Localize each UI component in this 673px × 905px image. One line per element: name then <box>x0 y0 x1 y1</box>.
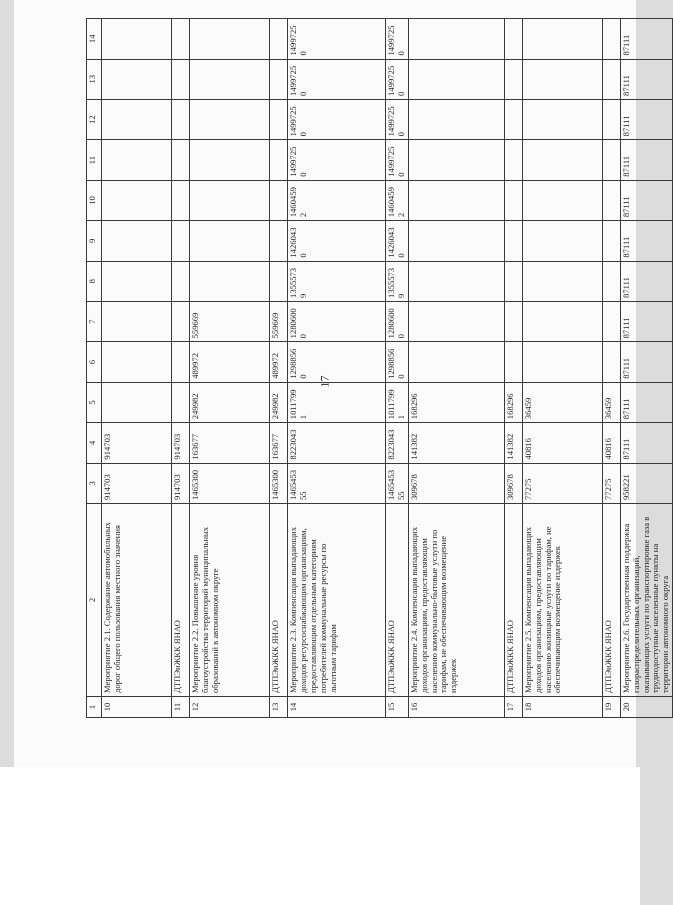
value-cell: 14604592 <box>386 180 409 220</box>
value-cell: 309678 <box>504 463 522 503</box>
value-cell: 168296 <box>408 382 504 422</box>
value-cell: 958221 <box>620 463 672 503</box>
value-cell <box>172 59 190 99</box>
value-cell: 14260430 <box>288 221 386 261</box>
value-cell <box>408 140 504 180</box>
value-cell: 14997250 <box>386 99 409 139</box>
value-cell: 40816 <box>522 423 602 463</box>
value-cell: 14997250 <box>386 19 409 60</box>
value-cell <box>190 180 270 220</box>
value-cell <box>504 180 522 220</box>
value-cell: 8223043 <box>386 423 409 463</box>
value-cell: 14997250 <box>288 140 386 180</box>
column-header: 9 <box>87 221 102 261</box>
table-row <box>172 19 190 718</box>
table-row <box>270 19 288 718</box>
row-name-cell: ДТПЭиЖКК ЯНАО <box>504 504 522 697</box>
value-cell <box>102 180 172 220</box>
value-cell <box>408 221 504 261</box>
table-row <box>408 19 504 718</box>
value-cell <box>270 99 288 139</box>
header-row <box>87 19 102 718</box>
value-cell: 87111 <box>620 221 672 261</box>
column-header: 11 <box>87 140 102 180</box>
row-number-cell: 11 <box>172 697 190 718</box>
value-cell <box>522 140 602 180</box>
value-cell <box>172 301 190 341</box>
value-cell: 14997250 <box>288 19 386 60</box>
value-cell: 10117991 <box>288 382 386 422</box>
value-cell <box>408 261 504 301</box>
value-cell: 309678 <box>408 463 504 503</box>
value-cell <box>172 221 190 261</box>
value-cell <box>408 59 504 99</box>
row-number-cell: 20 <box>620 697 672 718</box>
value-cell: 914703 <box>102 463 172 503</box>
value-cell <box>408 301 504 341</box>
value-cell <box>190 59 270 99</box>
value-cell <box>102 382 172 422</box>
value-cell <box>522 59 602 99</box>
scan-bottom-margin <box>0 767 640 905</box>
value-cell <box>504 261 522 301</box>
value-cell: 1465300 <box>190 463 270 503</box>
value-cell <box>270 140 288 180</box>
row-name-cell: Мероприятие 2.2. Повышение уровня благоустройства территорий муниципальных образований в автономном округе <box>190 504 270 697</box>
table-row <box>288 19 386 718</box>
row-number-cell: 16 <box>408 697 504 718</box>
value-cell: 12988560 <box>386 342 409 382</box>
column-header: 10 <box>87 180 102 220</box>
value-cell: 87111 <box>620 423 672 463</box>
value-cell <box>102 342 172 382</box>
value-cell <box>172 342 190 382</box>
value-cell <box>504 221 522 261</box>
value-cell: 10117991 <box>386 382 409 422</box>
value-cell: 36459 <box>602 382 620 422</box>
value-cell <box>270 180 288 220</box>
value-cell <box>504 342 522 382</box>
value-cell <box>602 19 620 60</box>
value-cell: 13555739 <box>288 261 386 301</box>
value-cell: 87111 <box>620 382 672 422</box>
column-header: 4 <box>87 423 102 463</box>
value-cell <box>190 261 270 301</box>
value-cell <box>270 59 288 99</box>
value-cell <box>522 180 602 220</box>
value-cell: 249982 <box>190 382 270 422</box>
value-cell <box>602 342 620 382</box>
column-header: 5 <box>87 382 102 422</box>
value-cell: 249982 <box>270 382 288 422</box>
value-cell <box>602 261 620 301</box>
value-cell <box>602 221 620 261</box>
value-cell <box>102 19 172 60</box>
value-cell: 489972 <box>270 342 288 382</box>
value-cell: 914703 <box>172 423 190 463</box>
column-header: 8 <box>87 261 102 301</box>
document-page <box>14 0 671 767</box>
value-cell <box>190 19 270 60</box>
value-cell: 146545355 <box>386 463 409 503</box>
value-cell: 87111 <box>620 180 672 220</box>
column-header: 12 <box>87 99 102 139</box>
value-cell: 14260430 <box>386 221 409 261</box>
value-cell: 87111 <box>620 261 672 301</box>
value-cell <box>602 180 620 220</box>
value-cell: 489972 <box>190 342 270 382</box>
value-cell <box>270 261 288 301</box>
value-cell <box>172 140 190 180</box>
value-cell <box>602 301 620 341</box>
value-cell: 1465300 <box>270 463 288 503</box>
column-header: 3 <box>87 463 102 503</box>
column-header: 7 <box>87 301 102 341</box>
value-cell <box>408 180 504 220</box>
value-cell: 914703 <box>172 463 190 503</box>
value-cell: 87111 <box>620 19 672 60</box>
table-row <box>190 19 270 718</box>
value-cell <box>190 221 270 261</box>
value-cell <box>522 261 602 301</box>
row-number-cell: 12 <box>190 697 270 718</box>
value-cell <box>172 19 190 60</box>
row-name-cell: Мероприятие 2.6. Государственная поддержка газораспределительных организаций, оказывающих услуги по транспортировке газа в труднодоступные населенные пункты на территории автономного округа <box>620 504 672 697</box>
row-name-cell: Мероприятие 2.4. Компенсация выпадающих доходов организациям, предоставляющим населению коммунально-бытовые услуги по тарифам, не обеспечивающим возмещение издержек <box>408 504 504 697</box>
value-cell <box>522 99 602 139</box>
value-cell: 14997250 <box>386 59 409 99</box>
value-cell <box>172 99 190 139</box>
row-number-cell: 19 <box>602 697 620 718</box>
table-row <box>504 19 522 718</box>
row-number-cell: 10 <box>102 697 172 718</box>
value-cell <box>602 140 620 180</box>
row-name-cell: Мероприятие 2.1. Содержание автомобильных дорог общего пользования местного значения <box>102 504 172 697</box>
value-cell <box>270 19 288 60</box>
value-cell <box>504 59 522 99</box>
value-cell <box>172 180 190 220</box>
table-row <box>602 19 620 718</box>
row-number-cell: 13 <box>270 697 288 718</box>
value-cell <box>102 301 172 341</box>
value-cell: 559669 <box>270 301 288 341</box>
value-cell <box>190 99 270 139</box>
value-cell: 87111 <box>620 59 672 99</box>
table-row <box>620 19 672 718</box>
row-name-cell: ДТПЭиЖКК ЯНАО <box>270 504 288 697</box>
budget-table <box>86 18 673 718</box>
value-cell: 168296 <box>504 382 522 422</box>
value-cell: 141382 <box>504 423 522 463</box>
value-cell <box>172 382 190 422</box>
value-cell: 8223043 <box>288 423 386 463</box>
value-cell <box>504 140 522 180</box>
value-cell: 87111 <box>620 342 672 382</box>
value-cell <box>102 261 172 301</box>
value-cell <box>408 19 504 60</box>
rotated-table-container <box>86 18 671 718</box>
value-cell: 914703 <box>102 423 172 463</box>
column-header: 1 <box>87 697 102 718</box>
row-name-cell: Мероприятие 2.3. Компенсация выпадающих доходов ресурсоснабжающим организациям, предоставляющим отдельным категориям потребителей коммунальные ресурсы по льготным тарифам <box>288 504 386 697</box>
value-cell <box>504 99 522 139</box>
page-number: 17 <box>317 375 332 388</box>
row-number-cell: 15 <box>386 697 409 718</box>
value-cell <box>190 140 270 180</box>
value-cell <box>102 221 172 261</box>
value-cell <box>504 19 522 60</box>
value-cell: 141382 <box>408 423 504 463</box>
row-name-cell: ДТПЭиЖКК ЯНАО <box>386 504 409 697</box>
column-header: 2 <box>87 504 102 697</box>
value-cell: 87111 <box>620 99 672 139</box>
value-cell: 36459 <box>522 382 602 422</box>
value-cell: 40816 <box>602 423 620 463</box>
row-name-cell: Мероприятие 2.5. Компенсация выпадающих доходов организациям, предоставляющим населению жилищные услуги по тарифам, не обеспечивающим возмещение издержек <box>522 504 602 697</box>
column-header: 6 <box>87 342 102 382</box>
table-row <box>522 19 602 718</box>
column-header: 14 <box>87 19 102 60</box>
row-name-cell: ДТПЭиЖКК ЯНАО <box>602 504 620 697</box>
value-cell <box>172 261 190 301</box>
value-cell <box>504 301 522 341</box>
row-number-cell: 18 <box>522 697 602 718</box>
value-cell <box>602 59 620 99</box>
value-cell <box>102 140 172 180</box>
value-cell: 163677 <box>190 423 270 463</box>
value-cell: 12806000 <box>386 301 409 341</box>
value-cell: 87111 <box>620 140 672 180</box>
value-cell <box>522 221 602 261</box>
value-cell <box>522 19 602 60</box>
value-cell: 77275 <box>602 463 620 503</box>
value-cell: 12806000 <box>288 301 386 341</box>
value-cell: 14997250 <box>288 99 386 139</box>
row-name-cell: ДТПЭиЖКК ЯНАО <box>172 504 190 697</box>
value-cell: 13555739 <box>386 261 409 301</box>
value-cell <box>602 99 620 139</box>
row-number-cell: 17 <box>504 697 522 718</box>
column-header: 13 <box>87 59 102 99</box>
row-number-cell: 14 <box>288 697 386 718</box>
value-cell <box>522 342 602 382</box>
value-cell: 12988560 <box>288 342 386 382</box>
value-cell: 14604592 <box>288 180 386 220</box>
value-cell <box>408 99 504 139</box>
value-cell: 77275 <box>522 463 602 503</box>
value-cell: 14997250 <box>386 140 409 180</box>
value-cell: 87111 <box>620 301 672 341</box>
value-cell: 146545355 <box>288 463 386 503</box>
value-cell: 559669 <box>190 301 270 341</box>
value-cell: 163677 <box>270 423 288 463</box>
value-cell: 14997250 <box>288 59 386 99</box>
table-row <box>386 19 409 718</box>
value-cell <box>102 59 172 99</box>
value-cell <box>408 342 504 382</box>
value-cell <box>270 221 288 261</box>
value-cell <box>102 99 172 139</box>
value-cell <box>522 301 602 341</box>
table-row <box>102 19 172 718</box>
